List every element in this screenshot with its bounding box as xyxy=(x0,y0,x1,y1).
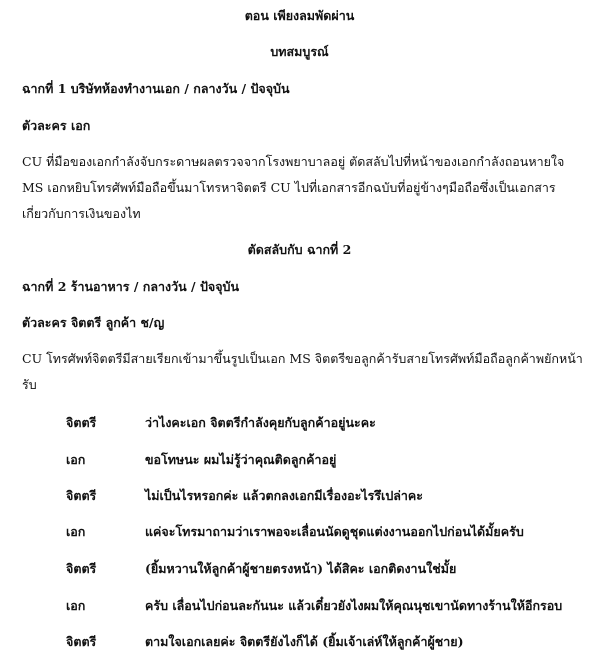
dialogue-line: ว่าไงคะเอก จิตตรีกำลังคุยกับลูกค้าอยู่นะคะ xyxy=(145,415,376,430)
dialogue-line: ตามใจเอกเลยค่ะ จิตตรียังไงก็ได้ (ยิ้มเจ้าเล่ห์ให้ลูกค้าผู้ชาย) xyxy=(145,634,464,649)
dialogue-speaker: เอก xyxy=(66,452,86,467)
dialogue-line: ไม่เป็นไรหรอกค่ะ แล้วตกลงเอกมีเรื่องอะไรรึเปล่าคะ xyxy=(145,488,424,503)
dialogue-line: (ยิ้มหวานให้ลูกค้าผู้ชายตรงหน้า) ได้สิคะ เอกติดงานใช่มั้ย xyxy=(145,561,457,576)
cut-to-scene: ตัดสลับกับ ฉากที่ 2 xyxy=(247,242,352,257)
scene2-paragraph-line-2: รับ xyxy=(22,377,37,392)
dialogue-speaker: จิตตรี xyxy=(66,634,97,649)
scene2-heading: ฉากที่ 2 ร้านอาหาร / กลางวัน / ปัจจุบัน xyxy=(22,279,240,294)
section-title: บทสมบูรณ์ xyxy=(270,44,329,59)
scene1-cast: ตัวละคร เอก xyxy=(22,118,91,133)
scene1-paragraph-line-3: เกี่ยวกับการเงินของไท xyxy=(22,206,141,221)
scene1-paragraph-line-1: CU ที่มือของเอกกำลังจับกระดาษผลตรวจจากโรงพยาบาลอยู่ ตัดสลับไปที่หน้าของเอกกำลังถอนหายใจ xyxy=(22,154,565,169)
scene1-paragraph-line-2: MS เอกหยิบโทรศัพท์มือถือขึ้นมาโทรหาจิตตรี CU ไปที่เอกสารอีกฉบับที่อยู่ข้างๆมือถือซึ่งเป็นเอกสาร xyxy=(22,180,556,195)
dialogue-line: ครับ เลื่อนไปก่อนละกันนะ แล้วเดี๋ยวยังไงผมให้คุณนุชเขานัดทางร้านให้อีกรอบ xyxy=(145,598,563,613)
dialogue-line: แค่จะโทรมาถามว่าเราพอจะเลื่อนนัดดูชุดแต่งงานออกไปก่อนได้มั้ยครับ xyxy=(145,524,524,539)
scene2-paragraph-line-1: CU โทรศัพท์จิตตรีมีสายเรียกเข้ามาขึ้นรูปเป็นเอก MS จิตตรีขอลูกค้ารับสายโทรศัพท์มือถือลูกค้าพยักหน้า xyxy=(22,351,583,366)
episode-title: ตอน เพียงลมพัดผ่าน xyxy=(244,8,355,23)
dialogue-line: ขอโทษนะ ผมไม่รู้ว่าคุณติดลูกค้าอยู่ xyxy=(145,452,337,467)
dialogue-row xyxy=(0,486,599,506)
dialogue-speaker: จิตตรี xyxy=(66,488,97,503)
scene2-cast: ตัวละคร จิตตรี ลูกค้า ช/ญ xyxy=(22,315,165,330)
dialogue-row xyxy=(0,596,599,616)
dialogue-row xyxy=(0,559,599,579)
dialogue-row xyxy=(0,632,599,652)
scene1-heading: ฉากที่ 1 บริษัทห้องทำงานเอก / กลางวัน / ปัจจุบัน xyxy=(22,81,290,96)
dialogue-row xyxy=(0,522,599,542)
dialogue-speaker: จิตตรี xyxy=(66,415,97,430)
dialogue-row xyxy=(0,413,599,433)
dialogue-speaker: เอก xyxy=(66,598,86,613)
dialogue-row xyxy=(0,450,599,470)
dialogue-speaker: จิตตรี xyxy=(66,561,97,576)
dialogue-speaker: เอก xyxy=(66,524,86,539)
